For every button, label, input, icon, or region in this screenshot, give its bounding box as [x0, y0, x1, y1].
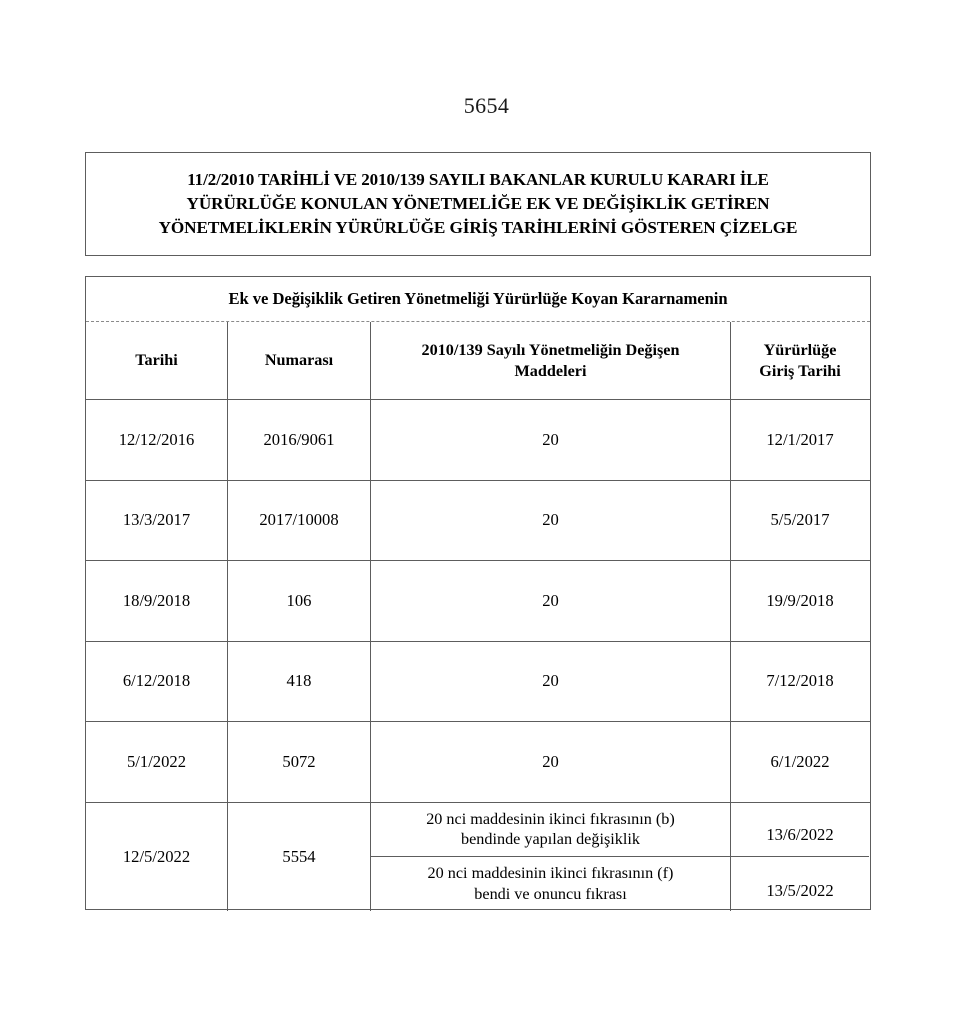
cell-numarasi: 106 — [228, 561, 371, 641]
cell-tarihi: 5/1/2022 — [86, 722, 228, 802]
cell-numarasi: 5554 — [228, 803, 371, 911]
column-header-yururluge-line2: Giriş Tarihi — [759, 361, 841, 380]
cell-maddeleri-line1: 20 nci maddesinin ikinci fıkrasının (f) — [427, 864, 674, 883]
cell-tarihi: 13/3/2017 — [86, 481, 228, 561]
cell-tarihi: 12/5/2022 — [86, 803, 228, 911]
table-column-header-row — [86, 322, 870, 400]
cell-yururluge-giris-tarihi: 5/5/2017 — [770, 510, 830, 530]
cell-yururluge-giris-tarihi: 13/5/2022 — [766, 880, 834, 900]
page-number: 5654 — [463, 93, 510, 118]
table-body — [86, 400, 870, 911]
cell-maddeleri — [371, 803, 731, 856]
table-row — [86, 481, 870, 562]
table-subrow — [371, 857, 869, 911]
cell-tarihi: 12/12/2016 — [86, 400, 228, 480]
cell-maddeleri-line2: bendinde yapılan değişiklik — [461, 830, 640, 848]
cell-maddeleri: 20 — [371, 561, 731, 641]
column-header-maddeleri-line2: Maddeleri — [514, 361, 587, 380]
document-title — [151, 168, 806, 241]
document-title-box — [85, 152, 871, 256]
table-row — [86, 722, 870, 803]
cell-numarasi: 418 — [228, 642, 371, 722]
cell-maddeleri: 20 — [371, 642, 731, 722]
cell-yururluge-giris-tarihi: 13/6/2022 — [766, 825, 834, 844]
cell-maddeleri: 20 — [371, 481, 731, 561]
column-header-tarihi: Tarihi — [86, 322, 228, 399]
table-subrow — [371, 803, 869, 857]
column-header-numarasi: Numarası — [228, 322, 371, 399]
column-header-maddeleri — [371, 322, 731, 399]
schedule-table — [85, 276, 871, 910]
table-row — [86, 561, 870, 642]
cell-tarihi: 6/12/2018 — [86, 642, 228, 722]
cell-yururluge-giris-tarihi: 12/1/2017 — [766, 429, 834, 449]
cell-maddeleri: 20 — [371, 400, 731, 480]
cell-numarasi: 5072 — [228, 722, 371, 802]
table-group-header-label: Ek ve Değişiklik Getiren Yönetmeliği Yürürlüğe Koyan Kararnamenin — [228, 289, 728, 308]
column-header-yururluge-line1: Yürürlüğe — [763, 340, 837, 359]
title-line-1: 11/2/2010 TARİHLİ VE 2010/139 SAYILI BAKANLAR KURULU KARARI İLE — [187, 169, 769, 189]
cell-numarasi: 2016/9061 — [228, 400, 371, 480]
title-line-2: YÜRÜRLÜĞE KONULAN YÖNETMELİĞE EK VE DEĞİŞİKLİK GETİREN — [186, 193, 770, 213]
cell-maddeleri: 20 — [371, 722, 731, 802]
cell-tarihi: 18/9/2018 — [86, 561, 228, 641]
cell-numarasi: 2017/10008 — [228, 481, 371, 561]
cell-yururluge-giris-tarihi: 7/12/2018 — [766, 671, 834, 691]
table-row — [86, 400, 870, 481]
cell-maddeleri-line1: 20 nci maddesinin ikinci fıkrasının (b) — [426, 809, 675, 828]
table-row — [86, 642, 870, 723]
cell-yururluge-giris-tarihi: 19/9/2018 — [766, 590, 834, 610]
table-group-header — [86, 277, 870, 322]
cell-maddeleri-line2: bendi ve onuncu fıkrası — [474, 884, 627, 903]
title-line-3: YÖNETMELİKLERİN YÜRÜRLÜĞE GİRİŞ TARİHLERİNİ GÖSTEREN ÇİZELGE — [158, 218, 798, 238]
table-row-split — [86, 803, 870, 911]
split-subrow-stack — [371, 803, 869, 911]
cell-yururluge-giris-tarihi: 6/1/2022 — [770, 751, 830, 771]
column-header-maddeleri-line1: 2010/139 Sayılı Yönetmeliğin Değişen — [421, 340, 680, 359]
column-header-yururluge-giris-tarihi — [731, 322, 869, 399]
cell-maddeleri — [371, 857, 731, 911]
